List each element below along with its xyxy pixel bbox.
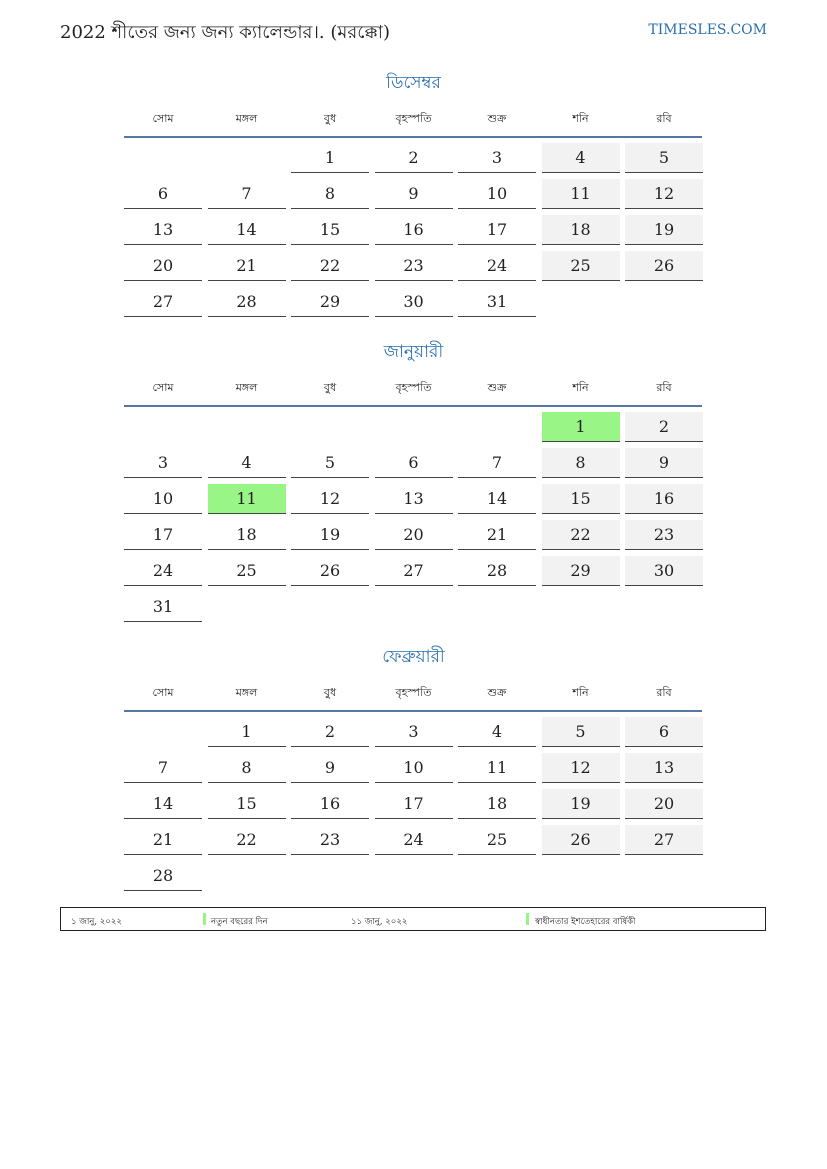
day-cell[interactable]: 22 [542,520,620,550]
day-cell[interactable]: 16 [375,215,453,245]
legend-event-1: নতুন বছরের দিন [211,917,268,927]
day-cell[interactable]: 19 [625,215,703,245]
day-cell[interactable]: 1 [291,143,369,173]
day-cell[interactable]: 2 [291,717,369,747]
day-cell[interactable]: 13 [124,215,202,245]
legend-marker-1 [203,913,206,925]
day-cell[interactable]: 15 [208,789,286,819]
day-cell[interactable]: 23 [375,251,453,281]
day-cell[interactable]: 26 [542,825,620,855]
day-cell[interactable]: 16 [625,484,703,514]
day-cell[interactable]: 10 [375,753,453,783]
day-cell[interactable]: 25 [458,825,536,855]
month-title: ডিসেম্বর [386,73,441,93]
weekday-header: শুক্র [487,381,507,394]
day-cell[interactable]: 28 [124,861,202,891]
day-cell[interactable]: 20 [375,520,453,550]
legend-date-2: ১১ জানু, ২০২২ [351,917,408,927]
weekday-header: শনি [572,112,589,125]
legend-date-1: ১ জানু, ২০২২ [71,917,122,927]
weekday-header: বৃহস্পতি [395,112,432,125]
day-cell[interactable]: 4 [208,448,286,478]
day-cell[interactable]: 6 [124,179,202,209]
day-cell[interactable]: 24 [124,556,202,586]
day-cell[interactable]: 16 [291,789,369,819]
day-cell[interactable]: 11 [458,753,536,783]
day-cell[interactable]: 6 [375,448,453,478]
day-cell[interactable]: 10 [458,179,536,209]
day-cell[interactable]: 5 [542,717,620,747]
day-cell[interactable]: 17 [458,215,536,245]
day-cell[interactable]: 19 [542,789,620,819]
day-cell[interactable]: 28 [208,287,286,317]
header-divider [124,710,702,712]
header-divider [124,405,702,407]
month-title: জানুয়ারী [383,342,444,362]
day-cell[interactable]: 26 [291,556,369,586]
day-cell[interactable]: 31 [458,287,536,317]
day-cell[interactable]: 9 [375,179,453,209]
day-cell[interactable]: 18 [208,520,286,550]
day-cell[interactable]: 4 [542,143,620,173]
day-cell[interactable]: 21 [124,825,202,855]
day-cell[interactable]: 9 [625,448,703,478]
weekday-header: রবি [656,381,672,394]
day-cell[interactable]: 17 [375,789,453,819]
day-cell[interactable]: 6 [625,717,703,747]
page-title: 2022 শীতের জন্য জন্য ক্যালেন্ডার।. (মরক্কো) [60,22,390,43]
day-cell[interactable]: 29 [291,287,369,317]
day-cell[interactable]: 25 [542,251,620,281]
day-cell[interactable]: 27 [375,556,453,586]
day-cell[interactable]: 14 [208,215,286,245]
weekday-header: মঙ্গল [235,112,258,125]
day-cell[interactable]: 1 [208,717,286,747]
weekday-header: বুধ [323,381,337,394]
day-cell[interactable]: 30 [625,556,703,586]
day-cell[interactable]: 26 [625,251,703,281]
day-cell[interactable]: 27 [124,287,202,317]
day-cell[interactable]: 30 [375,287,453,317]
weekday-header: রবি [656,686,672,699]
day-cell[interactable]: 19 [291,520,369,550]
day-cell[interactable]: 21 [458,520,536,550]
day-cell[interactable]: 1 [542,412,620,442]
weekday-header: সোম [152,112,174,125]
day-cell[interactable]: 12 [625,179,703,209]
day-cell[interactable]: 27 [625,825,703,855]
day-cell[interactable]: 24 [458,251,536,281]
day-cell[interactable]: 3 [458,143,536,173]
day-cell[interactable]: 22 [291,251,369,281]
day-cell[interactable]: 24 [375,825,453,855]
weekday-header: সোম [152,686,174,699]
day-cell[interactable]: 11 [208,484,286,514]
day-cell[interactable]: 21 [208,251,286,281]
day-cell[interactable]: 23 [291,825,369,855]
day-cell[interactable]: 14 [458,484,536,514]
weekday-header: বুধ [323,112,337,125]
day-cell[interactable]: 25 [208,556,286,586]
weekday-header: মঙ্গল [235,381,258,394]
day-cell[interactable]: 8 [291,179,369,209]
site-link[interactable]: TIMESLES.COM [648,22,767,38]
day-cell[interactable]: 8 [542,448,620,478]
day-cell[interactable]: 15 [291,215,369,245]
day-cell[interactable]: 10 [124,484,202,514]
weekday-header: বৃহস্পতি [395,381,432,394]
day-cell[interactable]: 7 [208,179,286,209]
header-divider [124,136,702,138]
day-cell[interactable]: 11 [542,179,620,209]
weekday-header: শনি [572,686,589,699]
month-title: ফেব্রুয়ারী [382,647,445,667]
day-cell[interactable]: 28 [458,556,536,586]
day-cell[interactable]: 17 [124,520,202,550]
day-cell[interactable]: 12 [542,753,620,783]
day-cell[interactable]: 13 [375,484,453,514]
weekday-header: রবি [656,112,672,125]
day-cell[interactable]: 9 [291,753,369,783]
day-cell[interactable]: 18 [458,789,536,819]
day-cell[interactable]: 5 [291,448,369,478]
day-cell[interactable]: 29 [542,556,620,586]
weekday-header: বৃহস্পতি [395,686,432,699]
legend-event-2: স্বাধীনতার ইশতেহারের বার্ষিকী [535,917,636,927]
weekday-header: শনি [572,381,589,394]
day-cell[interactable]: 18 [542,215,620,245]
weekday-header: মঙ্গল [235,686,258,699]
day-cell[interactable]: 8 [208,753,286,783]
day-cell[interactable]: 7 [458,448,536,478]
weekday-header: শুক্র [487,112,507,125]
legend-marker-2 [526,913,529,925]
day-cell[interactable]: 7 [124,753,202,783]
weekday-header: শুক্র [487,686,507,699]
day-cell[interactable]: 20 [625,789,703,819]
day-cell[interactable]: 5 [625,143,703,173]
day-cell[interactable]: 13 [625,753,703,783]
day-cell[interactable]: 3 [375,717,453,747]
day-cell[interactable]: 20 [124,251,202,281]
day-cell[interactable]: 2 [625,412,703,442]
day-cell[interactable]: 22 [208,825,286,855]
day-cell[interactable]: 12 [291,484,369,514]
day-cell[interactable]: 14 [124,789,202,819]
day-cell[interactable]: 4 [458,717,536,747]
weekday-header: বুধ [323,686,337,699]
holiday-legend [60,907,766,931]
day-cell[interactable]: 2 [375,143,453,173]
day-cell[interactable]: 31 [124,592,202,622]
day-cell[interactable]: 15 [542,484,620,514]
day-cell[interactable]: 3 [124,448,202,478]
weekday-header: সোম [152,381,174,394]
day-cell[interactable]: 23 [625,520,703,550]
